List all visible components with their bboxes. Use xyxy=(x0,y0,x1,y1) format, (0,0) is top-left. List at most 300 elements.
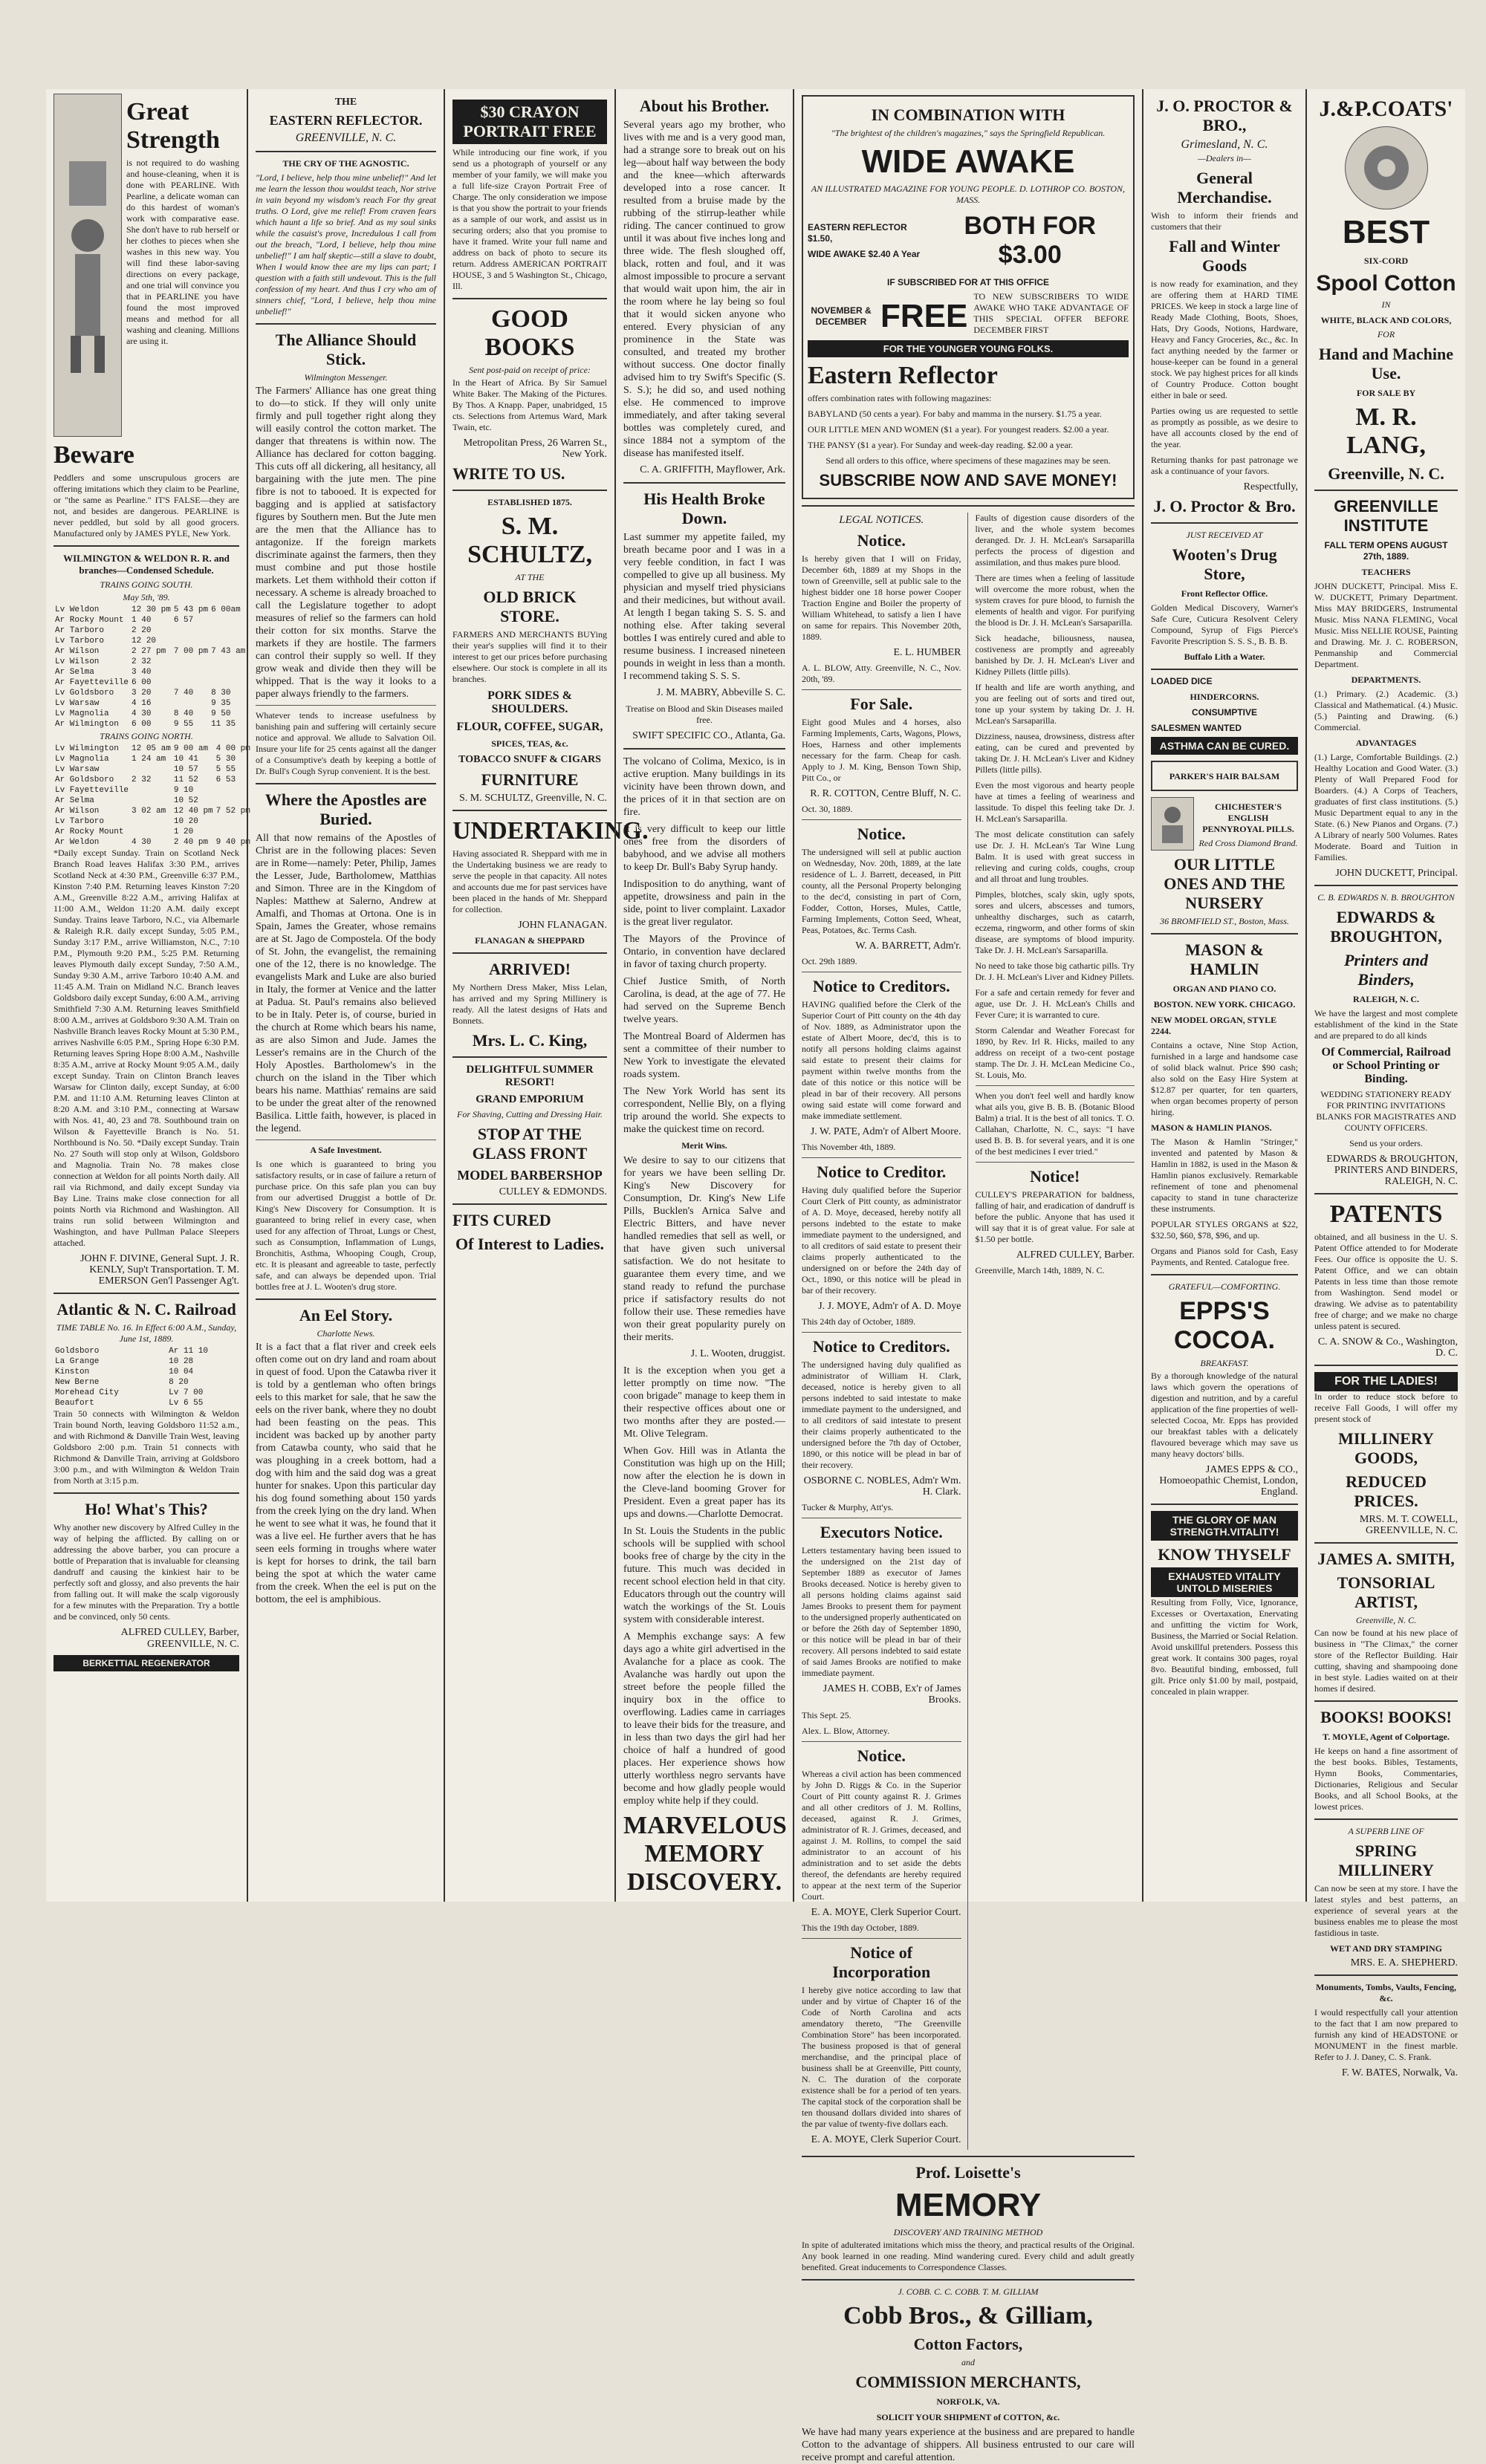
divider xyxy=(623,748,785,750)
magazine-pansy: THE PANSY ($1 a year). For Sunday and week-day reading. $2.00 a year. xyxy=(808,440,1074,450)
wide-awake-ad xyxy=(802,95,1135,499)
table-cell: 2 20 xyxy=(132,626,152,635)
ho-sign: ALFRED CULLEY, Barber, GREENVILLE, N. C. xyxy=(120,1627,239,1650)
free-note: TO NEW SUBSCRIBERS TO WIDE AWAKE WHO TAKE ADVANTAGE OF THIS SPECIAL OFFER BEFORE DECEMBER FIRST xyxy=(973,291,1129,335)
write-us: WRITE TO US. xyxy=(452,464,565,483)
table-row xyxy=(53,688,247,698)
divider xyxy=(256,705,436,706)
epps-pre: GRATEFUL—COMFORTING. xyxy=(1168,1281,1281,1292)
barber-sign: CULLEY & EDMONDS. xyxy=(499,1186,607,1197)
creditors1-title: Notice to Creditors. xyxy=(812,977,950,995)
table-cell xyxy=(172,667,210,677)
table-cell: Ar Rocky Mount xyxy=(55,616,124,625)
culley-body: CULLEY'S PREPARATION for baldness, falling of hair, and eradication of dandruff is before the public. Anyone that has used it will say that it is of great value. For sale at $1.50 per bottle. xyxy=(975,1189,1135,1244)
divider xyxy=(623,482,785,484)
table-cell: 9 55 xyxy=(173,720,194,729)
crayon-body: While introducing our fine work, if you send us a photograph of yourself or any member of your family, we will make you a full life-size Crayon Portrait Free of Charge. The only consideration we impose is that you show the portrait to your friends as a sample of our work, and assist us in securing orders; also that you promise to have it framed. Write your full name and address on back of photo to secure its return. Address AMERICAN PORTRAIT HOUSE, 3 and 5 Washington St., Chicago, Ill. xyxy=(452,147,607,291)
table-row xyxy=(53,1346,239,1356)
wide-awake-title: WIDE AWAKE xyxy=(861,143,1075,180)
table-row xyxy=(53,827,252,837)
table-row xyxy=(53,667,247,677)
proctor-parties: Parties owing us are requested to settle as promptly as possible, as we desire to have all accounts closed by the end of the year. xyxy=(1151,406,1298,449)
cobb-title: Cobb Bros., & Gilliam, xyxy=(843,2302,1093,2330)
table-cell: 8 40 xyxy=(173,709,194,718)
divider xyxy=(1314,1818,1458,1820)
undertaking-firm: FLANAGAN & SHEPPARD xyxy=(475,935,585,946)
cobb-sub: Cotton Factors, xyxy=(913,2335,1023,2353)
masthead-place: GREENVILLE, N. C. xyxy=(295,131,397,144)
health-sign: J. M. MABRY, Abbeville S. C. xyxy=(656,687,785,698)
ho-body: Why another new discovery by Alfred Culley in the way of helping the afflicted. By calling on or addressing the above barber, you can procure a bottle of Preparation that is invaluable for cleansing dandruff and causing the kinkiest hair to be perfectly soft and glossy, and also prevents the hair from falling out. It will make the scalp vigorously for a few minutes with the Preparation. Try a bottle and be convinced, only 50 cents. xyxy=(53,1522,239,1622)
table-row xyxy=(53,1356,239,1367)
table-cell xyxy=(172,677,210,688)
railroad-south-table xyxy=(53,605,247,729)
divider xyxy=(1314,1542,1458,1544)
divider xyxy=(256,783,436,784)
reflector-note: offers combination rates with following magazines: xyxy=(808,393,992,403)
coats-best: BEST xyxy=(1342,214,1430,250)
ladies-body: In order to reduce stock before to receive Fall Goods, I will offer my present stock of xyxy=(1314,1391,1458,1424)
table-cell: Ar 11 10 xyxy=(169,1347,208,1356)
crayon-title: $30 CRAYON PORTRAIT FREE xyxy=(452,100,607,144)
table-cell: 4 16 xyxy=(132,699,152,708)
spring-body: Can now be seen at my store. I have the latest styles and best patterns, an experience of several years at the business enables me to please the most fastidious in taste. xyxy=(1314,1883,1458,1938)
divider xyxy=(452,1203,607,1205)
pimples-note: Pimples, blotches, scaly skin, ugly spots, sores and ulcers, abscesses and tumors, unhealthy discharges, such as catarrh, eczema, ringworm, and other forms of skin disease, are symptoms of blood impurity. Take Dr. J. H. McLean's Sarsaparilla. xyxy=(975,889,1135,955)
nov-dec: NOVEMBER & DECEMBER xyxy=(811,305,872,327)
table-cell xyxy=(130,796,172,806)
bbb-note: When you don't feel well and hardly know what ails you, give B. B. B. (Botanic Blood Balm) a trial. It is the best of all tonics. T. O. Callahan, Charlotte, N. C., says: "I have used B. B. B. for several years, and it is one of the best medicines I ever tried." xyxy=(975,1090,1135,1157)
colima-note: The volcano of Colima, Mexico, is in active eruption. Many buildings in its vicinity have been thrown down, and the prices of it in that section are on fire. xyxy=(623,756,785,818)
institute-sign: JOHN DUCKETT, Principal. xyxy=(1335,868,1458,879)
table-cell xyxy=(210,636,247,646)
institute-fall-term: FALL TERM OPENS AUGUST 27th, 1889. xyxy=(1324,540,1448,562)
merit-sign: J. L. Wooten, druggist. xyxy=(690,1348,785,1359)
epps-body: By a thorough knowledge of the natural laws which govern the operations of digestion and nutrition, and by a careful application of the fine properties of well-selected Cocoa, Mr. Epps has provided our breakfast tables with a delicately flavoured beverage which may save us many heavy doctors' bills. xyxy=(1151,1371,1298,1459)
table-row xyxy=(53,816,252,827)
mclean-column xyxy=(976,513,1135,2150)
column-5 xyxy=(793,89,1142,2463)
notice2-body: The undersigned will sell at public auction on Wednesday, Nov. 20th, 1889, at the late residence of L. J. Barrett, deceased, in Pitt county, all the Personal Property belonging to the dec'd, consisting in part of Corn, Fodder, Cotton, Horses, Mules, Cattle, Farming Implements, Cotton Seed, Wheat, Peas, Potatoes, &c. Terms Cash. xyxy=(802,847,961,935)
beware-title: Beware xyxy=(53,441,134,469)
divider xyxy=(802,819,961,820)
schultz-furniture: FURNITURE xyxy=(481,770,579,789)
sale-sign: R. R. COTTON, Centre Bluff, N. C. xyxy=(810,788,961,799)
fits-title: FITS CURED xyxy=(452,1211,551,1229)
table-cell: Lv Tarboro xyxy=(55,817,105,826)
pennyroyal-sub: Red Cross Diamond Brand. xyxy=(1198,838,1298,848)
anc-notes: Train 50 connects with Wilmington & Weldon Train bound North, leaving Goldsboro 11:52 a.m., and with Richmond & Danville Train West, leaving Goldsboro 2:00 p.m. Train 51 connects with Richmond & Danville Train, arriving at Goldsboro 3:00 p.m., and with Wilmington & Weldon Train from North at 3:15 p.m. xyxy=(53,1408,239,1486)
coats-for: FOR xyxy=(1377,329,1395,339)
salesmen-ad: SALESMEN WANTED xyxy=(1151,723,1242,733)
incorp-sign: E. A. MOYE, Clerk Superior Court. xyxy=(811,2134,961,2145)
table-cell: 6 57 xyxy=(173,616,194,625)
undertaking-body: Having associated R. Sheppard with me in the Undertaking business we are ready to serve the people in that capacity. All notes and accounts due me for past services have been placed in the hands of Mr. Sheppard for collection. xyxy=(452,848,607,914)
table-cell: 10 28 xyxy=(169,1357,194,1366)
table-cell: 4 30 xyxy=(132,838,152,847)
table-cell xyxy=(130,785,172,796)
binders-sub: Printers and Binders, xyxy=(1343,951,1429,989)
notice1-sign: E. L. HUMBER xyxy=(893,647,961,658)
books-agent: T. MOYLE, Agent of Colportage. xyxy=(1323,1732,1450,1742)
glory-banner: THE GLORY OF MAN STRENGTH.VITALITY! xyxy=(1151,1511,1298,1541)
table-cell: Ar Selma xyxy=(55,668,94,677)
subscribed: IF SUBSCRIBED FOR AT THIS OFFICE xyxy=(887,277,1049,287)
mrs-king: Mrs. L. C. King, xyxy=(472,1031,588,1050)
books-col7-body: He keeps on hand a fine assortment of the best books. Bibles, Testaments, Hymn Books, Commentaries, Dictionaries, Religious and Secular Books, and all School Books, at the lowest prices. xyxy=(1314,1746,1458,1812)
coats-colors: WHITE, BLACK AND COLORS, xyxy=(1320,315,1452,325)
creditor2-title: Notice to Creditor. xyxy=(817,1163,947,1181)
divider xyxy=(1151,669,1298,670)
price-line-reflector: EASTERN REFLECTOR $1.50, xyxy=(808,221,907,244)
apostles-body: All that now remains of the Apostles of Christ are in the following places: Seven are in Rome—namely: Peter, Philip, James the Lesser, Jude, Bartholomew, Matthias and Simon. Three are in the Kingdom of Naples: Matthew at Salerno, Andrew at Amalfi, and Thomas at Ortona. One is in Spain, James the Greater, whose remains are at St. Jago de Compostela. Of the body of St. John, the evangelist, the remaining one of the 12, there is no knowledge. The evangelists Mark and Luke are also buried in Italy, the former at Venice and the latter at Padua. St. Paul's remains also believed to be in Italy. Peter is, of course, buried in the church at Rome which bears his name, as are also Simon and Jude. James the Lesser's remains are in the Church of the Holy Apostles. Bartholomew's in the church on the island in the Tiber which bears his name. Matthias' remains are said to be under the great alter of the renowned Basilica. Little faith, however, is placed in the legend. xyxy=(256,833,436,1134)
brother-title: About his Brother. xyxy=(639,97,770,115)
piano-body: The Mason & Hamlin "Stringer," invented and patented by Mason & Hamlin in 1882, is used in the Mason & Hamlin pianos exclusively. Remarkable refinement of tone and phenomenal capacity to stand in tune characterize these instruments. xyxy=(1151,1137,1298,1214)
executors-body: Letters testamentary having been issued to the undersigned on the 21st day of September 1889 as executor of James Brooks deceased. Notice is hereby given to all persons holding claims against said James Brooks to present them for payment to the undersigned properly authenticated on or before the 26th day of September 1890, or this notice will be plead in bar of their recovery. All persons indebted to said estate of said James Brooks are notified to make immediate payment. xyxy=(802,1545,961,1678)
table-cell xyxy=(210,615,247,625)
divider xyxy=(1151,933,1298,934)
alliance-title: The Alliance Should Stick. xyxy=(275,331,417,368)
legal-notices xyxy=(802,513,968,2150)
table-cell: Ar Wilmington xyxy=(55,720,119,729)
executors-date: This Sept. 25. xyxy=(802,1710,851,1720)
table-cell: Lv Magnolia xyxy=(55,755,109,764)
schultz-item-spices: SPICES, TEAS, &c. xyxy=(491,738,568,749)
emporium-title: GRAND EMPORIUM xyxy=(476,1093,584,1105)
table-row xyxy=(53,775,252,785)
table-cell: 2 40 pm xyxy=(173,838,209,847)
cobb-names: J. COBB. C. C. COBB. T. M. GILLIAM xyxy=(898,2286,1039,2297)
railroad-date: May 5th, '89. xyxy=(123,592,170,602)
table-cell xyxy=(172,636,210,646)
st-louis-note: In St. Louis the Students in the public schools will be supplied with school books free of charge by the city in the future. This much was decided in recent school election held in that city. Educators through out the country will watch the workings of the St. Louis system with considerable interest. xyxy=(623,1526,785,1625)
sale-body: Eight good Mules and 4 horses, also Farming Implements, Carts, Wagons, Plows, Hoes, Harness and other implements necessary for the farm. Cheap for cash. Apply to J. M. King, Benson Town Ship, Pitt Co., or xyxy=(802,717,961,783)
table-cell: 9 00 am xyxy=(173,744,209,753)
asthma-ad: ASTHMA CAN BE CURED. xyxy=(1151,737,1298,755)
organ-body: Contains a octave, Nine Stop Action, furnished in a large and handsome case of solid black walnut. Price $90 cash; also sold on the Easy Hire System at $12.87 per quarter, for ten quarters, when organ becomes property of person hiring. xyxy=(1151,1040,1298,1117)
cobb-sub2: COMMISSION MERCHANTS, xyxy=(855,2373,1081,2391)
divider xyxy=(452,298,607,299)
advantages-body: (1.) Large, Comfortable Buildings. (2.) Healthy Location and Good Water. (3.) Plenty of Wall Prepared Food for Boarders. (4.) A Corps of Teachers, graduates of first class institutions. (5.) Music Department equal to any in the State. (6.) New Pianos and Organs. (7.) A Library of nearly 500 Volumes. Rates Moderate. Board and Tuition in Families. xyxy=(1314,752,1458,862)
table-cell: 12 20 xyxy=(132,637,157,646)
schultz-item-flour: FLOUR, COFFEE, SUGAR, xyxy=(456,721,603,733)
treatise: Treatise on Blood and Skin Diseases mailed free. xyxy=(626,703,783,725)
divider xyxy=(1314,1193,1458,1194)
health-note: If health and life are worth anything, and you are feeling out of sorts and tired out, tone up your system by taking Dr. J. H. McLean's Sarsaparilla. xyxy=(975,682,1135,726)
binders-body: We have the largest and most complete establishment of the kind in the State and are prepared to do all kinds xyxy=(1314,1008,1458,1041)
coats-hand: Hand and Machine Use. xyxy=(1319,345,1453,383)
exception-note: It is the exception when you get a letter promptly on time now. "The coon brigade" manage to keep them in their respective offices about one or two months after they are posted.—Mt. Olive Telegram. xyxy=(623,1365,785,1440)
table-row xyxy=(53,698,247,709)
table-cell: 9 35 xyxy=(211,699,231,708)
railroad-notes: *Daily except Sunday. Train on Scotland Neck Branch Road leaves Halifax 3:30 P.M., arrives Scotland Neck at 4:30 P.M., Greenville 6:37 P.M., Kinston 7:40 P.M. Returning leaves Kinston 7:20 A.M., Greenville 8:22 A.M., arriving Halifax at 11:00 A.M., Weldon 11:20 A.M. daily except Sunday. Trains leave Tarboro, N.C., via Albemarle & Raleigh R.R. daily except Sunday, 5:05 P.M., Sunday 3:17 P.M., arrive Williamston, N.C., 7:10 P.M., Plymouth 9:20 P.M., 5:25 P.M. Returning leaves Plymouth daily except Sunday, 7:50 A.M., Sunday 9:30 A.M., arrive Tarboro 10:40 A.M. and 11:45 A.M. Train on Midland N.C. Branch leaves Goldsboro daily except Sunday, 6:00 A.M., arriving Smithfield 7:30 A.M. Returning leaves Smithfield 8:00 A.M., arrives at Goldsboro 9:30 A.M. Train on Nashville Branch leaves Rocky Mount at 5:30 P.M., arrives Nashville 6:05 P.M., Spring Hope 6:30 P.M. Returning leaves Spring Hope 8:00 A.M., Nashville 8:35 A.M., arrive at Rocky Mount 9:05 A.M., daily except Sunday. Train on Clinton Branch leaves Warsaw for Clinton daily, except Sunday, at 6:00 P.M. and 11:10 A.M. Returning leaves Clinton at 8:20 A.M. and 3:10 P.M., connecting at Warsaw with Nos. 41, 40, 23 and 78. Southbound train on Wilson & Fayetteville Branch is No. 51. Northbound is No. 50. *Daily except Sunday. Train No. 27 South will stop only at Wilson, Goldsboro and Magnolia. Train No. 78 makes close connection at Weldon for all points North daily. All rail via Richmond, and daily except Sunday via Bay Line. Trains make close connection for all points North via Richmond and Washington. All trains run solid between Wilmington and Washington, and have Pullman Palace Sleepers attached. xyxy=(53,848,239,1248)
table-cell: 10 57 xyxy=(173,765,198,774)
spool-icon xyxy=(1360,142,1412,194)
model-barber: MODEL BARBERSHOP xyxy=(457,1168,603,1183)
pearline-package-illustration xyxy=(53,94,122,437)
brother-sign: C. A. GRIFFITH, Mayflower, Ark. xyxy=(640,464,785,475)
table-cell: 5 30 xyxy=(215,755,236,764)
loisette-name: Prof. Loisette's xyxy=(915,2163,1021,2182)
table-cell: 6 53 xyxy=(215,776,236,784)
swift-specific: SWIFT SPECIFIC CO., Atlanta, Ga. xyxy=(632,730,785,741)
binders-names: C. B. EDWARDS N. B. BROUGHTON xyxy=(1317,892,1455,903)
proctor-goods: Fall and Winter Goods xyxy=(1169,237,1280,275)
railroad-officials: JOHN F. DIVINE, General Supt. J. R. KENLY, Sup't Transportation. T. M. EMERSON Gen'l Passenger Ag't. xyxy=(80,1253,239,1287)
books-col7-title: BOOKS! BOOKS! xyxy=(1320,1708,1452,1726)
table-row xyxy=(53,1377,239,1388)
table-cell: Lv Wilmington xyxy=(55,744,119,753)
table-cell: Lv Warsaw xyxy=(55,699,100,708)
memory-title: MEMORY xyxy=(895,2187,1042,2223)
table-row xyxy=(53,646,247,657)
wooten-sub: Front Reflector Office. xyxy=(1181,588,1268,599)
table-row xyxy=(53,625,247,636)
health-body: Last summer my appetite failed, my breath became poor and I was in a very feeble condition, in fact I was compelled to give up all business. My physician and myself tried physicians and their medicines, but without avail. At length I began taking S. S. S. and nothing else. After taking several bottles I was entirely cured and able to resume business. I increased nineteen pounds in weight in less than a month. I recommend taking S. S. S. xyxy=(623,532,785,682)
table-cell: 1 24 am xyxy=(132,755,166,764)
table-row xyxy=(53,677,247,688)
divider xyxy=(1314,1974,1458,1976)
divider xyxy=(802,505,1135,507)
arrived-title: ARRIVED! xyxy=(489,960,571,978)
hindercorns-ad: HINDERCORNS. xyxy=(1190,692,1259,702)
table-row xyxy=(53,744,252,754)
alliance-body: The Farmers' Alliance has one great thing to do—to stick. If they will only unite firmly and pull together right along they will easily control the cotton market. The danger that threatens is within now. The Alliance has declared for cotton bagging. This cuts off all dickering, all hesitancy, all bargaining with the jute men. The pine fibre is not to tabooed. It is expected for bagging and is applied at satisfactory figures by Southern men. But the Jute men are the men that the Alliance has to antagonize. If the foreign markets discriminate against the farmers, then they must combine and put those hostile markets. Let them withhold their cotton if necessary. A scheme is already broached to call the Legislature together to adopt measures of relief so the farmers can hold their cotton for six months. Starve the markets if they are hostile. The farmers can control their supply so well. If they grow weak and divide then they will be whipped. That is the way it looks to a paper always friendly to the farmers. xyxy=(256,386,436,700)
table-cell xyxy=(210,625,247,636)
sick-note: Sick headache, biliousness, nausea, costiveness are promptly and agreeably banished by Dr. J. H. McLean's Liver and Kidney Pillets (little pills). xyxy=(975,633,1135,677)
table-cell: 7 00 pm xyxy=(173,647,209,656)
divider xyxy=(256,151,436,152)
newspaper-page xyxy=(46,89,1465,2463)
table-cell: 12 30 pm xyxy=(132,605,171,614)
proctor-title: J. O. PROCTOR & BRO., xyxy=(1156,97,1293,134)
storm-note: Storm Calendar and Weather Forecast for 1890, by Rev. Irl R. Hicks, mailed to any address on receipt of a two-cent postage stamp. The Dr. J. H. McLean Medicine Co., St. Louis, Mo. xyxy=(975,1025,1135,1080)
creditors3-body: The undersigned having duly qualified as administrator of William H. Clark, deceased, notice is hereby given to all persons indebted to said intestate to make immediate payment to the undersigned, and to all creditors of said intestate to present their claims properly authenticated to the undersigned before the 7th day of October, 1890, or this notice will be plead in bar of their recovery. xyxy=(802,1359,961,1470)
nursery-addr: 36 BROMFIELD ST., Boston, Mass. xyxy=(1160,916,1289,926)
table-cell xyxy=(130,816,172,827)
table-cell: 8 20 xyxy=(169,1378,189,1387)
table-cell: 10 41 xyxy=(173,755,198,764)
table-cell: 9 40 pm xyxy=(215,838,250,847)
divider xyxy=(802,1157,961,1158)
ho-footer: BERKETTIAL REGENERATOR xyxy=(53,1655,239,1671)
table-cell: 9 50 xyxy=(211,709,231,718)
binders-title: EDWARDS & BROUGHTON, xyxy=(1330,908,1442,946)
combo-title: IN COMBINATION WITH xyxy=(871,105,1065,124)
creditor2-date: This 24th day of October, 1889. xyxy=(802,1316,916,1327)
divider xyxy=(1314,1700,1458,1702)
table-cell: 6 00 xyxy=(132,678,152,687)
patents-body: obtained, and all business in the U. S. Patent Office attended to for Moderate Fees. Our office is opposite the U. S. Patent Office, and we can obtain Patents in less time than those remote from Washington. Send model or drawing. We advise as to patentability free of charge; and we make no charge unless patent is secured. xyxy=(1314,1232,1458,1331)
legal-title: LEGAL NOTICES. xyxy=(839,514,924,526)
table-cell: 5 55 xyxy=(215,765,236,774)
table-cell: Ar Tarboro xyxy=(55,626,105,635)
undertaking-sign: JOHN FLANAGAN. xyxy=(518,920,607,931)
table-cell: 11 35 xyxy=(211,720,236,729)
column-6 xyxy=(1142,89,1305,1902)
table-cell: 7 40 xyxy=(173,689,194,698)
executors-title: Executors Notice. xyxy=(820,1523,943,1541)
arrived-body: My Northern Dress Maker, Miss Lelan, has arrived and my Spring Millinery is ready. All the latest designs of Hats and Bonnets. xyxy=(452,982,607,1026)
health-title: His Health Broke Down. xyxy=(643,490,765,527)
departments-body: (1.) Primary. (2.) Academic. (3.) Classical and Mathematical. (4.) Music. (5.) Painting and Drawing. (6.) Commercial. xyxy=(1314,689,1458,732)
divider xyxy=(802,2279,1135,2281)
montreal-note: The Montreal Board of Aldermen has sent a committee of their number to New York to investigate the elevated roads system. xyxy=(623,1031,785,1080)
proctor-place: Grimesland, N. C. xyxy=(1181,138,1268,151)
exhausted-body: Resulting from Folly, Vice, Ignorance, Excesses or Overtaxation, Enervating and unfitting the victim for Work, Business, the Married or Social Relation. Avoid unskillful pretenders. Possess this great work. It contains 300 pages, royal 8vo. Beautiful binding, embossed, full gilt. Price only $1.00 by mail, postpaid, concealed in plain wrapper. xyxy=(1151,1597,1298,1697)
teachers-title: TEACHERS xyxy=(1361,567,1411,577)
table-cell: Ar Wilson xyxy=(55,647,100,656)
column-7 xyxy=(1305,89,1465,2078)
undertaking-title: UNDERTAKING. xyxy=(452,817,649,845)
cobb-place: NORFOLK, VA. xyxy=(936,2396,1000,2407)
creditors3-sign: OSBORNE C. NOBLES, Adm'r Wm. H. Clark. xyxy=(803,1475,961,1498)
divider xyxy=(256,323,436,325)
schultz-sign: S. M. SCHULTZ, Greenville, N. C. xyxy=(459,793,607,804)
notice3-sign: E. A. MOYE, Clerk Superior Court. xyxy=(811,1907,961,1918)
table-cell: 8 30 xyxy=(211,689,231,698)
table-cell: Lv Fayetteville xyxy=(55,786,129,795)
monuments-body: I would respectfully call your attention to the fact that I am now prepared to furnish any kind of HEADSTONE or MONUMENT in the finest marble. Refer to J. J. Daney, C. S. Frank. xyxy=(1314,2007,1458,2062)
coats-in: IN xyxy=(1381,299,1391,310)
proctor-intro: Wish to inform their friends and customers that their xyxy=(1151,210,1298,232)
table-row xyxy=(53,1388,239,1398)
table-cell: Ar Weldon xyxy=(55,838,100,847)
divider xyxy=(53,545,239,547)
table-cell: 3 40 xyxy=(132,668,152,677)
parker-ad xyxy=(1151,761,1298,791)
table-cell: Ar Goldsboro xyxy=(55,776,114,784)
table-cell: 10 20 xyxy=(173,817,198,826)
anc-railroad-title: Atlantic & N. C. Railroad xyxy=(56,1300,236,1319)
culley-sign: ALFRED CULLEY, Barber. xyxy=(1016,1249,1135,1261)
schultz-body: FARMERS AND MERCHANTS BUYing their year's supplies will find it to their interest to get our prices before purchasing elsewhere. Our stock is complete in all its branches. xyxy=(452,629,607,684)
divider xyxy=(802,1741,961,1742)
wooten-title: Wooten's Drug Store, xyxy=(1172,545,1277,583)
table-cell: Lv Goldsboro xyxy=(55,689,114,698)
table-cell: Lv Warsaw xyxy=(55,765,100,774)
ladies-sign: MRS. M. T. COWELL, GREENVILLE, N. C. xyxy=(1359,1514,1458,1536)
binders-kinds: Of Commercial, Railroad or School Printing or Binding. xyxy=(1321,1046,1451,1085)
binders-orders: Send us your orders. xyxy=(1349,1138,1423,1148)
table-cell: Beaufort xyxy=(55,1399,94,1408)
no-need-note: No need to take those big cathartic pills. Try Dr. J. H. McLean's Liver and Kidney Pillets. xyxy=(975,960,1135,982)
table-cell: Ar Selma xyxy=(55,796,94,805)
culley-date: Greenville, March 14th, 1889, N. C. xyxy=(975,1265,1105,1275)
schultz-item-pork: PORK SIDES & SHOULDERS. xyxy=(487,689,572,715)
schultz-est: ESTABLISHED 1875. xyxy=(487,497,572,507)
merit-title: Merit Wins. xyxy=(681,1140,727,1151)
table-cell xyxy=(172,698,210,709)
institute-title: GREENVILLE INSTITUTE xyxy=(1334,497,1438,535)
epps-sign: JAMES EPPS & CO., Homoeopathic Chemist, London, England. xyxy=(1159,1464,1298,1498)
smith-sub: TONSORIAL ARTIST, xyxy=(1337,1573,1435,1611)
notice1-title: Notice. xyxy=(857,531,906,550)
table-row xyxy=(53,754,252,764)
table-row xyxy=(53,709,247,719)
books-title: GOOD BOOKS xyxy=(484,305,575,361)
creditor2-sign: J. J. MOYE, Adm'r of A. D. Moye xyxy=(818,1301,961,1312)
pennyroyal-portrait-illustration xyxy=(1151,797,1194,851)
table-row xyxy=(53,796,252,806)
consumption-ad: CONSUMPTIVE xyxy=(1191,707,1257,718)
table-row xyxy=(53,806,252,816)
divider xyxy=(1314,885,1458,886)
railroad-south-label: TRAINS GOING SOUTH. xyxy=(100,579,193,590)
table-cell: 1 20 xyxy=(173,828,194,836)
binders-place: RALEIGH, N. C. xyxy=(1352,994,1419,1004)
poem-body: "Lord, I believe, help thou mine unbelief!" And let me learn the lesson thou wouldst teach, Nor strive in vain beyond my wisdom's reach For thy great truths. O Lord, give me relief! From craven fears which haunt a life so brief. And as my soul sinks while the casuist's prove, Incredulous I call from out the breach, "Lord, I believe, help thou mine unbelief!" I am half skeptic—still a slave to doubt, When I would know thee are my lips can part; I question with a faith still undevout. This is the full confession of my heart. And thus I cry who am of sinners chief, "Lord, I believe, help thou mine unbelief!" xyxy=(256,172,436,316)
smith-body: Can now be found at his new place of business in "The Climax," the corner store of the Reflector Building. Hair cutting, shaving and shampooing done in best style. Ladies waited on at their homes if desired. xyxy=(1314,1628,1458,1694)
divider xyxy=(452,810,607,811)
wooten-just: JUST RECEIVED AT xyxy=(1186,530,1263,540)
vigorous-note: Even the most vigorous and hearty people have at times a feeling of weariness and lassitude. To dispel this feeling take Dr. J. H. McLean's Sarsaparilla. xyxy=(975,780,1135,824)
safe-body: Is one which is guaranteed to bring you satisfactory results, or in case of failure a return of purchase price. On this safe plan you can buy from our advertised Druggist a bottle of Dr. King's New Discovery for Consumption. It is guaranteed to bring relief in every case, when used for any affection of Throat, Lungs or Chest, such as Consumption, Inflammation of Lungs, Bronchitis, Asthma, Whooping Cough, Croup, etc. It is pleasant and agreeable to taste, perfectly safe, and can always be depended upon. Trial bottles free at J. L. Wooten's drug store. xyxy=(256,1159,436,1292)
column-3 xyxy=(444,89,649,1902)
creditors1-sign: J. W. PATE, Adm'r of Albert Moore. xyxy=(810,1126,961,1137)
pearline-ad xyxy=(53,94,239,437)
pearline-figure-icon xyxy=(62,154,114,377)
woman-portrait-icon xyxy=(1158,803,1187,845)
reduced-label: REDUCED PRICES. xyxy=(1346,1472,1427,1510)
schultz-store: OLD BRICK STORE. xyxy=(483,588,577,625)
books-body: In the Heart of Africa. By Sir Samuel White Baker. The Making of the Pictures. By Thos. A Knapp. Paper, unabridged, 15 cts. Selections from Artemus Ward, Mark Twain, etc. xyxy=(452,377,607,432)
divider xyxy=(53,1293,239,1294)
subscribe-banner: SUBSCRIBE NOW AND SAVE MONEY! xyxy=(819,471,1117,490)
alliance-source: Wilmington Messenger. xyxy=(304,372,388,383)
mayor-note: The Mayors of the Province of Ontario, in convention have declared in favor of taxing church property. xyxy=(623,934,785,970)
wooten-lith: Buffalo Lith a Water. xyxy=(1184,651,1265,662)
cobb-and: and xyxy=(961,2357,975,2367)
table-cell: 5 43 pm xyxy=(173,605,209,614)
eel-source: Charlotte News. xyxy=(317,1328,375,1339)
mason-title: MASON & HAMLIN xyxy=(1185,940,1264,978)
table-cell xyxy=(210,677,247,688)
divider xyxy=(1314,490,1458,491)
divider xyxy=(1314,1365,1458,1366)
table-row xyxy=(53,785,252,796)
dice-ad: LOADED DICE xyxy=(1151,676,1213,686)
column-4 xyxy=(614,89,793,1902)
stop-title: STOP AT THE GLASS FRONT xyxy=(472,1125,588,1163)
epps-title: EPPS'S COCOA. xyxy=(1174,1297,1275,1354)
advantages-title: ADVANTAGES xyxy=(1355,738,1417,748)
difficult-note: It is very difficult to keep our little ones free from the disorders of babyhood, and we advise all mothers to keep Dr. Bull's Baby Syrup handy. xyxy=(623,824,785,873)
spring-title: SPRING MILLINERY xyxy=(1338,1842,1434,1879)
divider xyxy=(802,1332,961,1333)
divider xyxy=(1151,522,1298,524)
patents-sign: C. A. SNOW & Co., Washington, D. C. xyxy=(1317,1336,1458,1359)
notice3-title: Notice. xyxy=(857,1746,906,1765)
younger-banner: FOR THE YOUNGER YOUNG FOLKS. xyxy=(808,340,1129,357)
eel-title: An Eel Story. xyxy=(299,1306,393,1324)
schultz-at: AT THE xyxy=(515,572,545,582)
cobb-solicit: SOLICIT YOUR SHIPMENT of COTTON, &c. xyxy=(876,2412,1060,2422)
merit-body: We desire to say to our citizens that for years we have been selling Dr. King's New Discovery for Consumption, Dr. King's New Life Pills, Bucklen's Arnica Salve and Electric Bitters, and have never handled remedies that sell as well, or that have given such universal satisfaction. We do not hesitate to guarantee them every time, and we stand ready to refund the purchase price if satisfactory results do not follow their use. These remedies have won their great popularity purely on their merits. xyxy=(623,1155,785,1343)
both-price: BOTH FOR $3.00 xyxy=(964,212,1096,269)
pearline-body: is not required to do washing and house-cleaning, when it is done with PEARLINE. With Pearline, a delicate woman can do this hardest of woman's work with comparative ease. She don't have to rub herself or her clothes to pieces when she washes in this new way. You will find these labor-saving directions on every package, and one trial will convince you that in PEARLINE you have found the most improved means and method for all washing and cleaning. Millions are using it. xyxy=(126,157,239,346)
table-cell: 4 30 xyxy=(132,709,152,718)
notice2-date: Oct. 29th 1889. xyxy=(802,956,857,966)
anc-table xyxy=(53,1346,239,1408)
proctor-dealers: —Dealers in— xyxy=(1198,153,1251,163)
interest-title: Of Interest to Ladies. xyxy=(455,1235,605,1253)
divider xyxy=(452,952,607,954)
creditor2-body: Having duly qualified before the Superior Court Clerk of Pitt county, as administrator of A. D. Moye, deceased, hereby notify all persons indebted to the estate to make immediate payment to the undersigned, and to all creditors of said estate to present their claims properly authenticated to the undersigned on or before the 24th day of Oct., 1890, or this notice will be plead in bar of their recovery. xyxy=(802,1185,961,1296)
coats-lang-place: Greenville, N. C. xyxy=(1328,464,1444,483)
sale-date: Oct. 30, 1889. xyxy=(802,804,853,814)
indisposition-note: Indisposition to do anything, want of appetite, drowsiness and pain in the side, point to liver complaint. Laxador is the great liver regulator. xyxy=(623,879,785,928)
